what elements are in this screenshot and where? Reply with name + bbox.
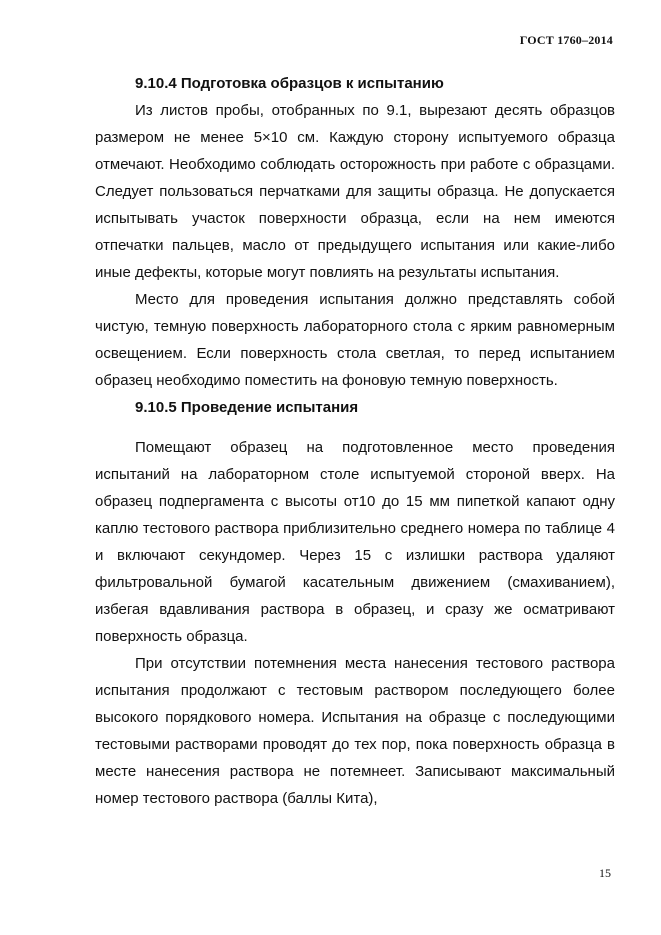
section-heading-9-10-4: 9.10.4 Подготовка образцов к испытанию: [135, 75, 444, 92]
page-number: 15: [599, 866, 611, 880]
paragraph: При отсутствии потемнения места нанесения тестового раствора испытания продолжают с тестовым раствором последующего более высокого порядкового номера. Испытания на образце с последующими тестовыми растворами проводят до тех пор, пока поверхность образца в месте нанесения раствора не потемнеет. Записывают максимальный номер тестового раствора (баллы Кита),: [95, 655, 615, 807]
paragraph: Помещают образец на подготовленное место проведения испытаний на лабораторном столе испытуемой стороной вверх. На образец подпергамента с высоты от10 до 15 мм пипеткой капают одну каплю тестового раствора приблизительно среднего номера по таблице 4 и включают секундомер. Через 15 с излишки раствора удаляют фильтровальной бумагой касательным движением (смахиванием), избегая вдавливания раствора в образец, и сразу же осматривают поверхность образца.: [95, 439, 615, 645]
document-body: [95, 70, 615, 812]
paragraph: Место для проведения испытания должно представлять собой чистую, темную поверхность лабораторного стола с ярким равномерным освещением. Если поверхность стола светлая, то перед испытанием образец необходимо поместить на фоновую темную поверхность.: [95, 291, 615, 389]
section-heading-9-10-5: 9.10.5 Проведение испытания: [135, 399, 359, 416]
paragraph: Из листов пробы, отобранных по 9.1, вырезают десять образцов размером не менее 5×10 см. Каждую сторону испытуемого образца отмечают. Необходимо соблюдать осторожность при работе с образцами. Следует пользоваться перчатками для защиты образца. Не допускается испытывать участок поверхности образца, если на нем имеются отпечатки пальцев, масло от предыдущего испытания или какие-либо иные дефекты, которые могут повлиять на результаты испытания.: [95, 102, 615, 281]
document-code-header: ГОСТ 1760–2014: [519, 33, 613, 47]
